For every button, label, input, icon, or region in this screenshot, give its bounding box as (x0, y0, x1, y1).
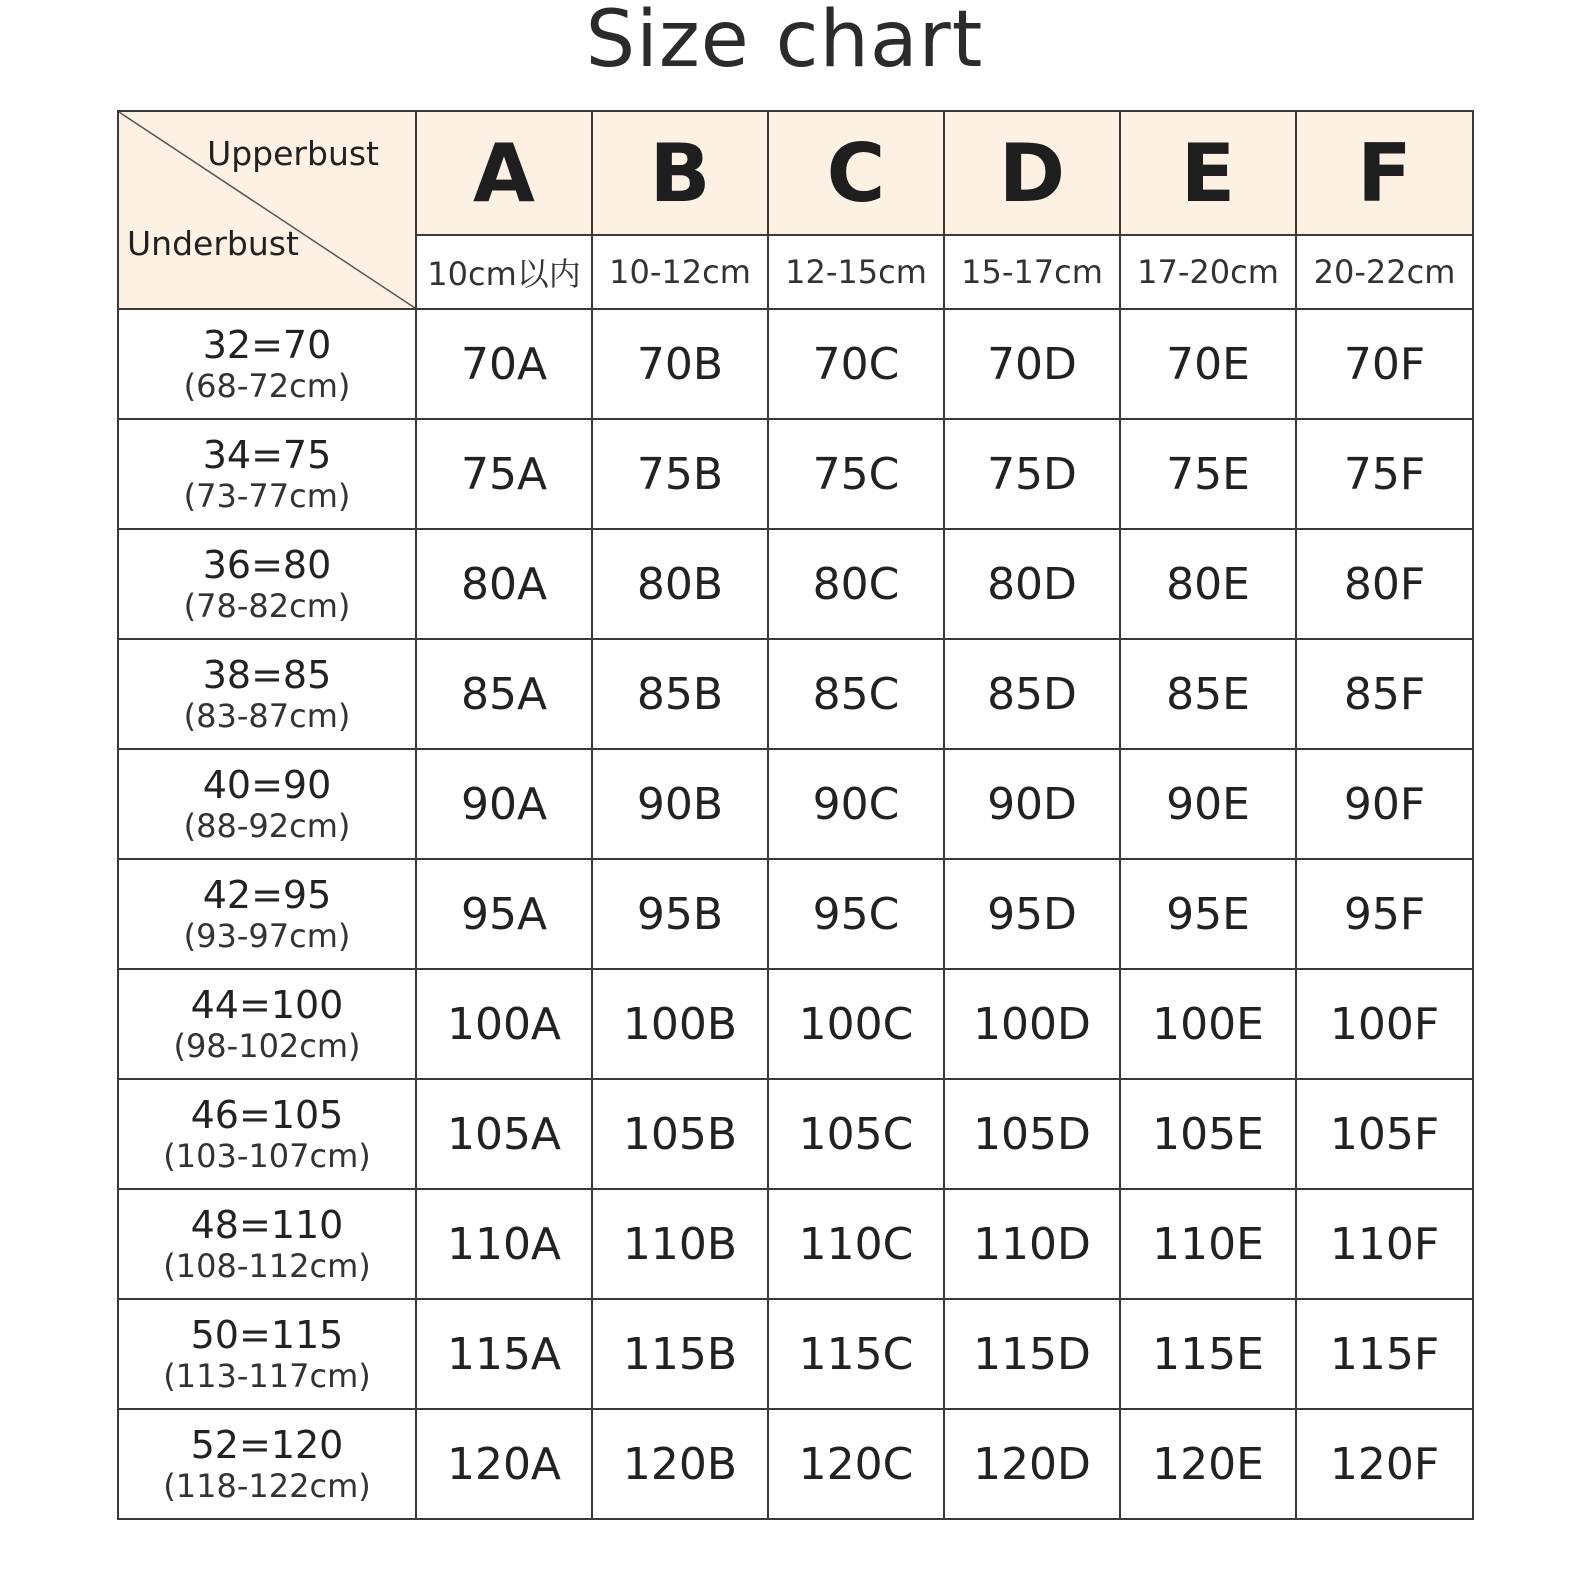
size-cell: 110F (1296, 1189, 1473, 1299)
size-cell: 95D (944, 859, 1120, 969)
size-cell: 95F (1296, 859, 1473, 969)
size-cell: 70A (416, 309, 592, 419)
size-cell: 90D (944, 749, 1120, 859)
cup-header-c: C (768, 111, 944, 235)
band-size-cell (118, 309, 416, 419)
cup-header-d: D (944, 111, 1120, 235)
size-cell: 105B (592, 1079, 768, 1189)
size-cell: 85E (1120, 639, 1296, 749)
size-cell: 110E (1120, 1189, 1296, 1299)
size-cell: 105E (1120, 1079, 1296, 1189)
size-cell: 80A (416, 529, 592, 639)
size-cell: 80E (1120, 529, 1296, 639)
size-cell: 100E (1120, 969, 1296, 1079)
band-range-label: (73-77cm) (183, 477, 351, 515)
size-cell: 70D (944, 309, 1120, 419)
cup-header-b: B (592, 111, 768, 235)
cup-range-f: 20-22cm (1296, 235, 1473, 309)
size-cell: 75C (768, 419, 944, 529)
table-row (118, 969, 1473, 1079)
table-row (118, 1299, 1473, 1409)
size-cell: 90A (416, 749, 592, 859)
band-size-cell (118, 639, 416, 749)
size-cell: 70C (768, 309, 944, 419)
table-row (118, 749, 1473, 859)
table-row (118, 1189, 1473, 1299)
cup-header-f: F (1296, 111, 1473, 235)
size-cell: 80F (1296, 529, 1473, 639)
size-cell: 115E (1120, 1299, 1296, 1409)
band-size-label: 48=110 (190, 1203, 344, 1247)
band-range-label: (108-112cm) (163, 1247, 371, 1285)
table-row (118, 419, 1473, 529)
size-cell: 90E (1120, 749, 1296, 859)
size-cell: 70B (592, 309, 768, 419)
band-size-cell (118, 1409, 416, 1519)
page-title: Size chart (585, 0, 984, 85)
size-cell: 70E (1120, 309, 1296, 419)
table-row (118, 639, 1473, 749)
size-cell: 105D (944, 1079, 1120, 1189)
size-cell: 100F (1296, 969, 1473, 1079)
size-cell: 85D (944, 639, 1120, 749)
band-size-cell (118, 419, 416, 529)
size-cell: 100A (416, 969, 592, 1079)
size-cell: 120C (768, 1409, 944, 1519)
cup-range-d: 15-17cm (944, 235, 1120, 309)
size-cell: 100B (592, 969, 768, 1079)
size-cell: 75D (944, 419, 1120, 529)
size-cell: 90F (1296, 749, 1473, 859)
cup-range-b: 10-12cm (592, 235, 768, 309)
band-size-cell (118, 1299, 416, 1409)
size-cell: 90B (592, 749, 768, 859)
size-cell: 120E (1120, 1409, 1296, 1519)
table-body (118, 111, 1473, 1519)
size-cell: 90C (768, 749, 944, 859)
size-cell: 115A (416, 1299, 592, 1409)
size-cell: 100D (944, 969, 1120, 1079)
band-size-label: 42=95 (202, 873, 332, 917)
cup-range-e: 17-20cm (1120, 235, 1296, 309)
band-size-cell (118, 529, 416, 639)
size-cell: 85A (416, 639, 592, 749)
size-cell: 80D (944, 529, 1120, 639)
size-cell: 80C (768, 529, 944, 639)
corner-header-cell (118, 111, 416, 309)
cup-header-a: A (416, 111, 592, 235)
cup-range-a: 10cm以内 (416, 235, 592, 309)
size-cell: 120D (944, 1409, 1120, 1519)
band-range-label: (88-92cm) (183, 807, 351, 845)
band-range-label: (113-117cm) (163, 1357, 371, 1395)
band-range-label: (83-87cm) (183, 697, 351, 735)
band-size-label: 38=85 (202, 653, 332, 697)
size-cell: 115D (944, 1299, 1120, 1409)
size-cell: 120B (592, 1409, 768, 1519)
band-size-label: 52=120 (190, 1423, 344, 1467)
band-size-label: 34=75 (202, 433, 332, 477)
band-size-cell (118, 859, 416, 969)
size-cell: 95E (1120, 859, 1296, 969)
size-cell: 105F (1296, 1079, 1473, 1189)
size-cell: 105A (416, 1079, 592, 1189)
size-cell: 75F (1296, 419, 1473, 529)
size-cell: 100C (768, 969, 944, 1079)
size-chart-table (117, 110, 1474, 1520)
size-cell: 110C (768, 1189, 944, 1299)
band-size-cell (118, 969, 416, 1079)
band-size-cell (118, 1189, 416, 1299)
band-size-label: 36=80 (202, 543, 332, 587)
upperbust-label: Upperbust (207, 134, 379, 173)
size-cell: 115F (1296, 1299, 1473, 1409)
band-range-label: (78-82cm) (183, 587, 351, 625)
band-range-label: (118-122cm) (163, 1467, 371, 1505)
band-size-cell (118, 1079, 416, 1189)
size-cell: 95A (416, 859, 592, 969)
band-size-cell (118, 749, 416, 859)
size-cell: 110A (416, 1189, 592, 1299)
size-cell: 105C (768, 1079, 944, 1189)
size-cell: 110B (592, 1189, 768, 1299)
size-cell: 85C (768, 639, 944, 749)
size-cell: 95C (768, 859, 944, 969)
size-cell: 120A (416, 1409, 592, 1519)
table-row (118, 1409, 1473, 1519)
size-cell: 115C (768, 1299, 944, 1409)
size-cell: 95B (592, 859, 768, 969)
band-range-label: (93-97cm) (183, 917, 351, 955)
band-size-label: 46=105 (190, 1093, 344, 1137)
cup-range-c: 12-15cm (768, 235, 944, 309)
size-cell: 70F (1296, 309, 1473, 419)
table-row (118, 1079, 1473, 1189)
size-cell: 110D (944, 1189, 1120, 1299)
header-row-cups (118, 111, 1473, 235)
size-cell: 75A (416, 419, 592, 529)
band-size-label: 50=115 (190, 1313, 344, 1357)
size-cell: 75B (592, 419, 768, 529)
band-size-label: 40=90 (202, 763, 332, 807)
band-size-label: 32=70 (202, 323, 332, 367)
size-cell: 75E (1120, 419, 1296, 529)
cup-header-e: E (1120, 111, 1296, 235)
band-range-label: (103-107cm) (163, 1137, 371, 1175)
size-cell: 85B (592, 639, 768, 749)
size-cell: 80B (592, 529, 768, 639)
band-range-label: (98-102cm) (173, 1027, 361, 1065)
underbust-label: Underbust (127, 224, 299, 263)
size-cell: 120F (1296, 1409, 1473, 1519)
size-cell: 85F (1296, 639, 1473, 749)
table-row (118, 309, 1473, 419)
band-range-label: (68-72cm) (183, 367, 351, 405)
size-cell: 115B (592, 1299, 768, 1409)
table-row (118, 529, 1473, 639)
table-row (118, 859, 1473, 969)
band-size-label: 44=100 (190, 983, 344, 1027)
